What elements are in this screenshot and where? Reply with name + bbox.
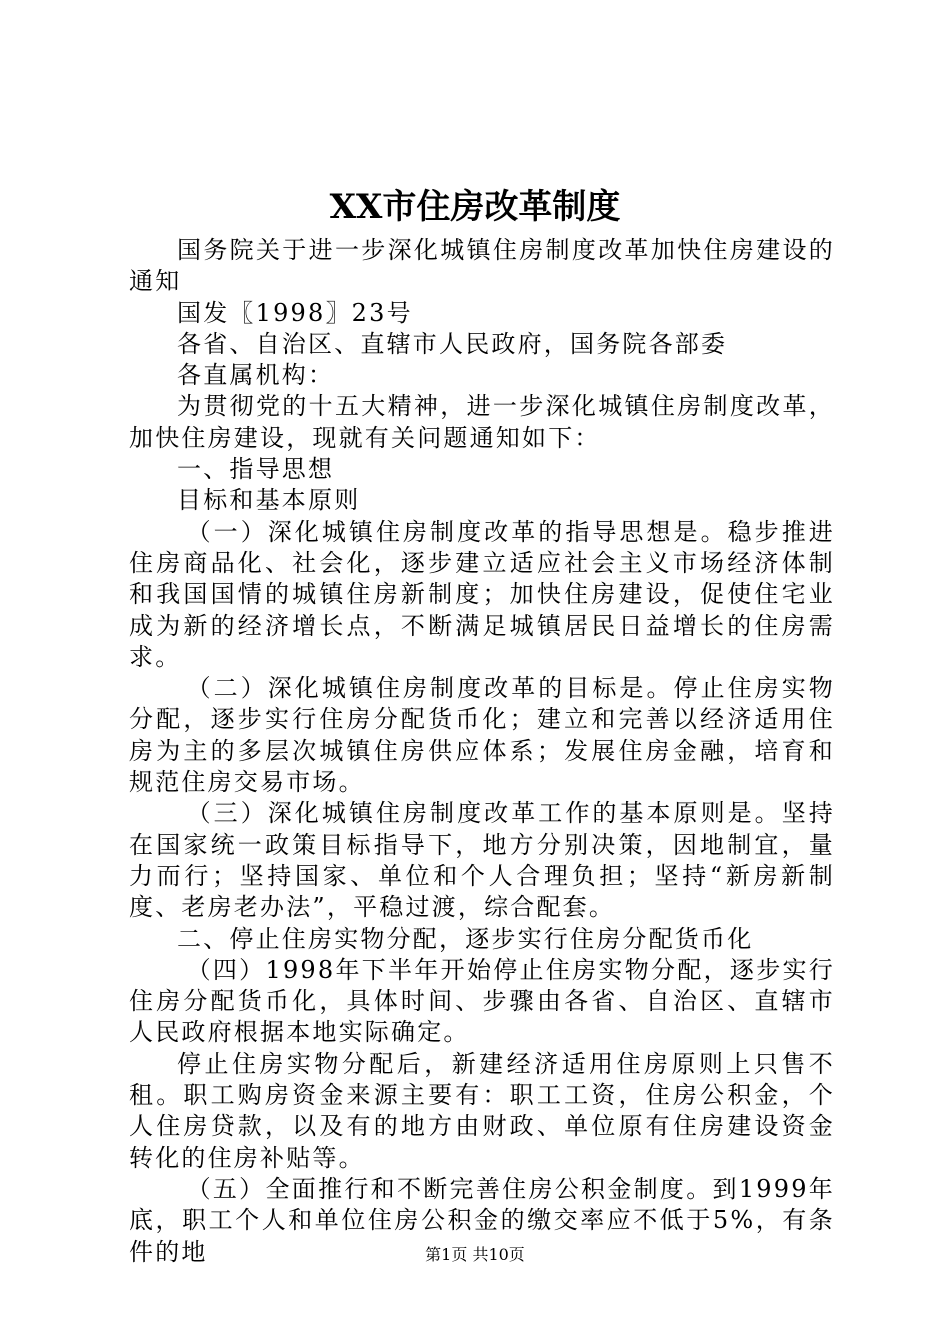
document-title: XX市住房改革制度 (329, 187, 621, 227)
document-body (129, 235, 835, 1268)
page-number: 第1页 共10页 (425, 1245, 525, 1264)
paragraph: （三）深化城镇住房制度改革工作的基本原则是。坚持在国家统一政策目标指导下，地方分别决策，因地制宜，量力而行；坚持国家、单位和个人合理负担；坚持“新房新制度、老房老办法”，平稳过渡，综合配套。 (129, 799, 835, 922)
paragraph: 各省、自治区、直辖市人民政府，国务院各部委 (177, 329, 728, 358)
section-heading: 一、指导思想 (177, 455, 335, 484)
paragraph: 停止住房实物分配后，新建经济适用住房原则上只售不租。职工购房资金来源主要有：职工工资，住房公积金，个人住房贷款，以及有的地方由财政、单位原有住房建设资金转化的住房补贴等。 (129, 1049, 835, 1172)
paragraph: 为贯彻党的十五大精神，进一步深化城镇住房制度改革，加快住房建设，现就有关问题通知如下： (129, 392, 835, 452)
paragraph: （五）全面推行和不断完善住房公积金制度。到1999年底，职工个人和单位住房公积金的缴交率应不低于5%，有条件的地 (129, 1174, 835, 1266)
paragraph: （一）深化城镇住房制度改革的指导思想是。稳步推进住房商品化、社会化，逐步建立适应社会主义市场经济体制和我国国情的城镇住房新制度；加快住房建设，促使住宅业成为新的经济增长点，不断满足城镇居民日益增长的住房需求。 (129, 517, 835, 671)
paragraph: 各直属机构： (177, 361, 335, 390)
paragraph: 国务院关于进一步深化城镇住房制度改革加快住房建设的通知 (129, 236, 835, 296)
section-heading: 二、停止住房实物分配，逐步实行住房分配货币化 (177, 924, 754, 953)
paragraph: （二）深化城镇住房制度改革的目标是。停止住房实物分配，逐步实行住房分配货币化；建立和完善以经济适用住房为主的多层次城镇住房供应体系；发展住房金融，培育和规范住房交易市场。 (129, 674, 835, 797)
paragraph: （四）1998年下半年开始停止住房实物分配，逐步实行住房分配货币化，具体时间、步骤由各省、自治区、直辖市人民政府根据本地实际确定。 (129, 955, 835, 1047)
paragraph: 国发〖1998〗23号 (177, 298, 413, 327)
section-heading: 目标和基本原则 (177, 486, 361, 515)
